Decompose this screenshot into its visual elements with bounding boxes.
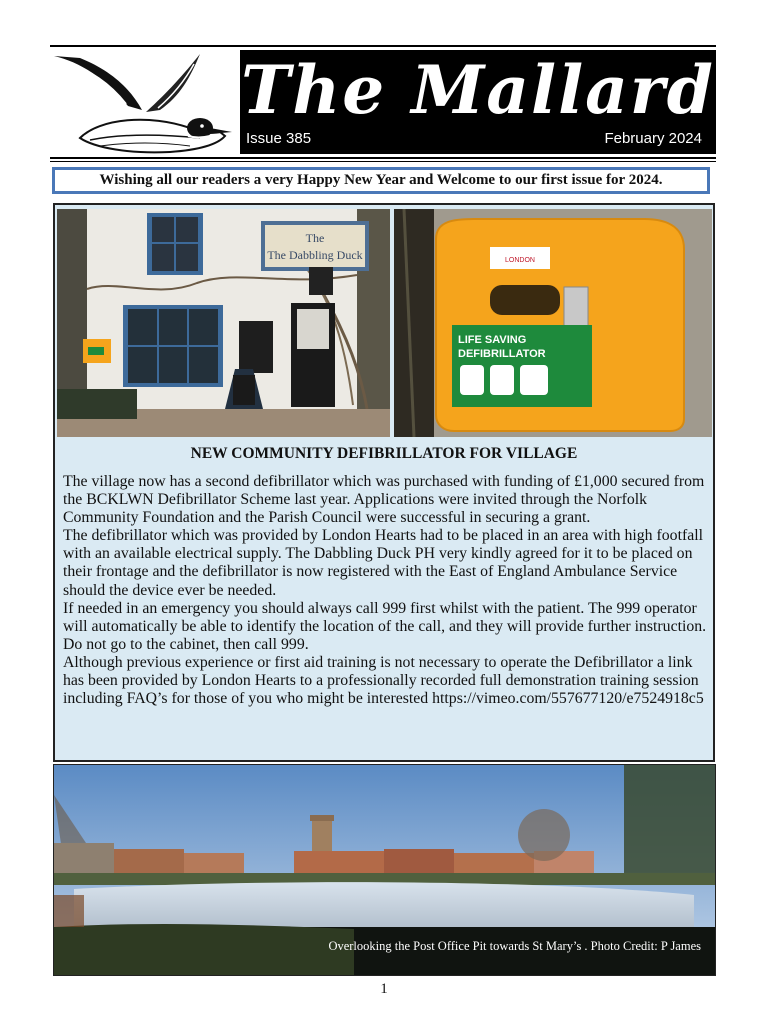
photo-post-office-pit (53, 764, 716, 976)
svg-text:The: The (305, 231, 325, 245)
issue-number: Issue 385 (246, 130, 312, 147)
mallard-duck-icon (50, 48, 236, 160)
article-headline: NEW COMMUNITY DEFIBRILLATOR FOR VILLAGE (190, 445, 578, 462)
article-paragraph: Although previous experience or first aid training is not necessary to operate the Defibrillator a link has been provided by London Hearts to a professionally recorded full demonstration training session including FAQ’s for those of you who might be interested https://vimeo.com/557677120/e7524918c5 (63, 653, 704, 708)
page-number: 1 (380, 981, 388, 997)
article-paragraph: The village now has a second defibrillator which was purchased with funding of £1,000 secured from the BCKLWN Defibrillator Scheme last year. Applications were invited through the Norfolk Community Foundation and the Parish Council were successful in securing a grant. (63, 473, 705, 527)
greeting-banner: Wishing all our readers a very Happy New Year and Welcome to our first issue for 2024. (52, 167, 710, 194)
article-body (63, 473, 711, 708)
cabinet-label-line1: LIFE SAVING (458, 334, 527, 346)
pub-sign-text: The Dabbling Duck (267, 248, 363, 262)
masthead-rule (50, 157, 716, 159)
article-paragraph: If needed in an emergency you should always call 999 first whilst with the patient. The 999 operator will automatically be able to identify the location of the call, and they will provide further instruction. Do not go to the cabinet, then call 999. (63, 599, 707, 653)
cabinet-brand-text: LONDON (505, 257, 535, 264)
cabinet-label-line2: DEFIBRILLATOR (458, 348, 546, 360)
photo-defibrillator-cabinet (394, 209, 712, 437)
photo-dabbling-duck-pub (57, 209, 390, 437)
masthead-top-rule (50, 45, 716, 47)
article-paragraph: The defibrillator which was provided by London Hearts had to be placed in an area with high footfall with an available electrical supply. The Dabbling Duck PH very kindly agreed for it to be placed on their frontage and the defibrillator is now registered with the East of England Ambulance Service should the device ever be needed. (63, 527, 704, 599)
issue-date: February 2024 (604, 130, 702, 147)
article-defibrillator (53, 203, 715, 762)
masthead-title-box (240, 50, 716, 154)
masthead-rule-thin (50, 161, 716, 162)
mallard-logo (50, 48, 236, 160)
photo-caption: Overlooking the Post Office Pit towards St Mary’s . Photo Credit: P James (328, 939, 701, 953)
newsletter-title: The Mallard (241, 51, 715, 129)
